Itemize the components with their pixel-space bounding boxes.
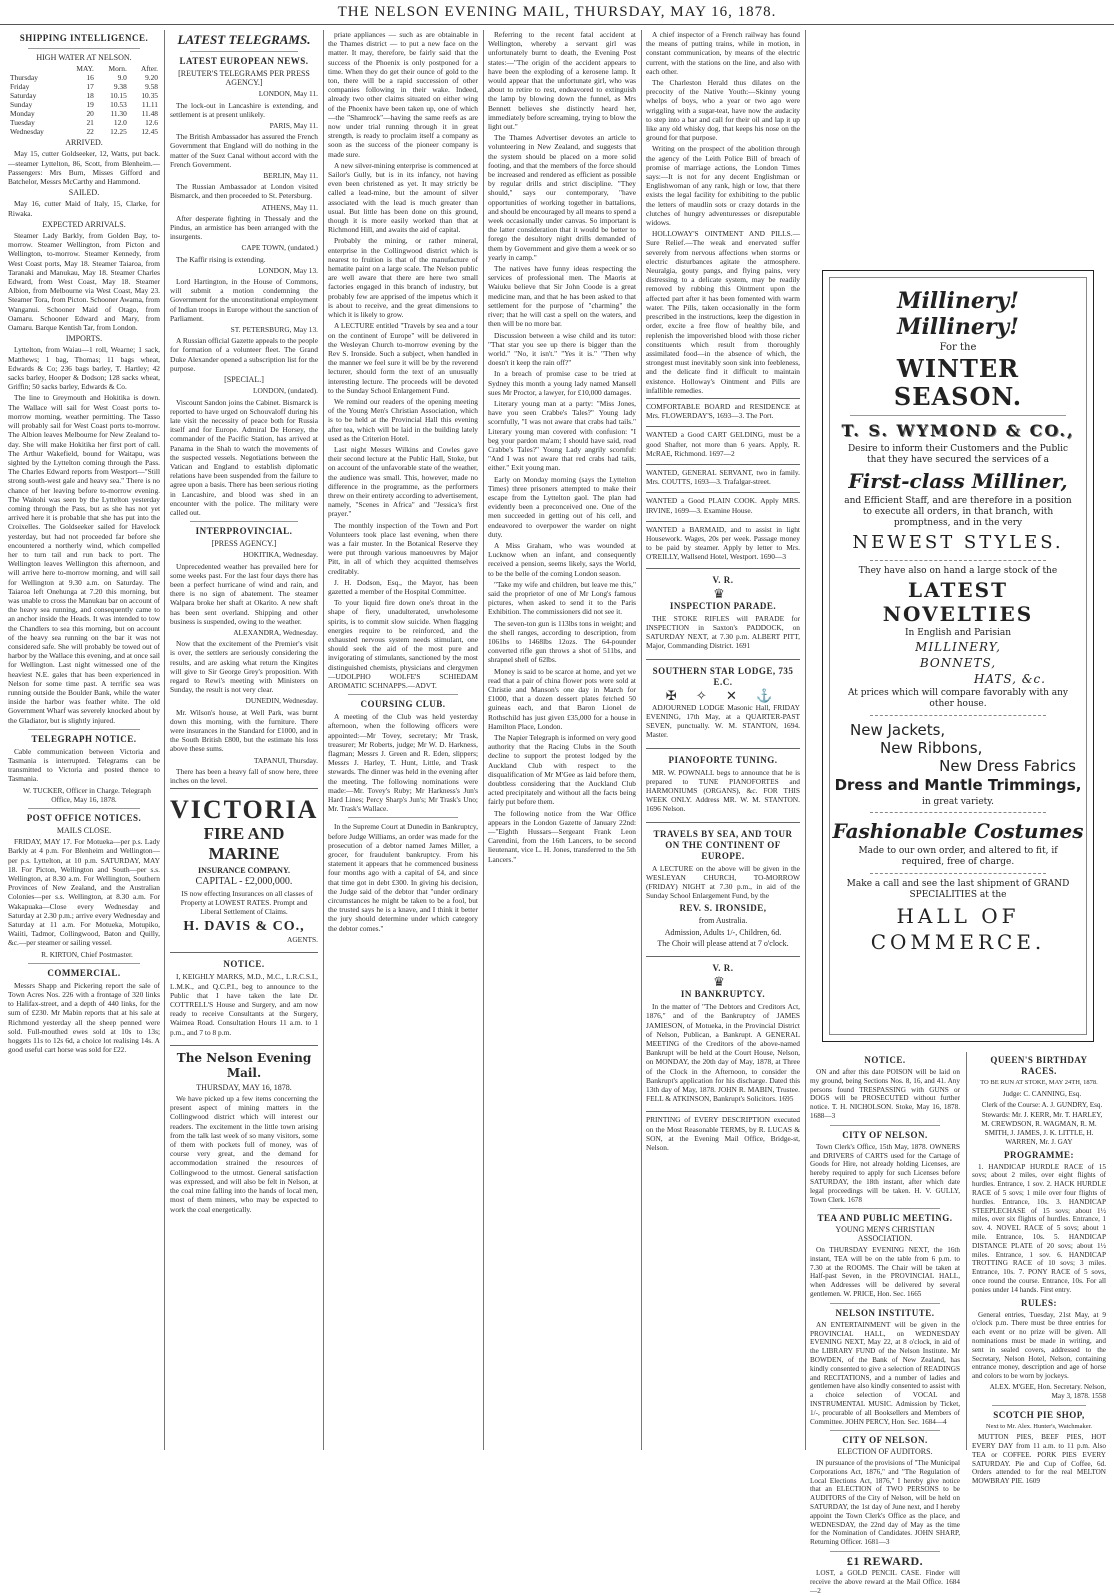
lodge-ad bbox=[646, 659, 800, 745]
european-news-title: LATEST EUROPEAN NEWS. bbox=[179, 56, 309, 66]
races-judge: Judge: C. CANNING, Esq. bbox=[1002, 1089, 1082, 1098]
paper-date: THURSDAY, MAY 16, 1878. bbox=[196, 1082, 292, 1092]
divider bbox=[830, 1208, 940, 1209]
classified-ad: COMFORTABLE BOARD and RESIDENCE at Mrs. FLOWERDAY'S, 1693—3. The Port. bbox=[646, 398, 800, 423]
travels-from: from Australia. bbox=[698, 916, 748, 926]
article-paragraph: The following notice from the War Office appears in the London Gazette of January 22nd:—"Eighth Hussars—Sergeant Frank Leon Carendini, from the 16th Lancers, to be second lieutenant, vice L. H. Jones, transferred to the 5th Lancers." bbox=[488, 808, 636, 864]
tea-subheading: YOUNG MEN'S CHRISTIAN ASSOCIATION. bbox=[835, 1225, 935, 1244]
piano-text: MR. W. POWNALL begs to announce that he is prepared to TUNE PIANOFORTES and HARMONIUMS (ORGANS), &c. FOR THIS WEEK ONLY. Address MR. W. M. STANTON. 1696 Nelson. bbox=[646, 767, 800, 814]
victoria-insurance-ad bbox=[170, 788, 318, 949]
rules-text: General entries, Tuesday, 21st May, at 9 o'clock p.m. There must be three entries for each event or no prize will be given. All nominations must be made in writing, and sent in sealed covers, addressed to the Secretary, Nelson Hotel, Nelson, containing entrance money, description and age of horse and colors to be worn by jockeys. bbox=[972, 1310, 1106, 1381]
classified-ad: WANTED, GENERAL SERVANT, two in family. Mrs. COUTTS, 1693—3. Trafalgar-street. bbox=[646, 464, 800, 489]
article-paragraph: The Napier Telegraph is informed on very good authority that the Racing Clubs in the South decline to support the protest lodged by the Auckland Club with respect to the disqualification of Mr M'Gee as laid before them, doubtless considering that the Auckland Club acted precipitately and without all the facts being fairly put before them. bbox=[488, 733, 636, 807]
article-paragraph: Referring to the recent fatal accident at Wellington, whereby a servant girl was unfortunately burnt to death, the Evening Post states:—"The origin of the accident appears to have been the exploding of a kerosene lamp. It would appear that the unfortunate girl, who was about to retire to rest, endeavored to extinguish the lamp by blowing down the funnel, as Mrs Bennett believes she distinctly heard her, immediately before screaming, trying to blow the light out." bbox=[488, 30, 636, 132]
lodge-text: ADJOURNED LODGE Masonic Hall, FRIDAY EVENING, 17th May, at a QUARTER-PAST SEVEN, punctually. W. M. STANTON, 1694. Master. bbox=[646, 702, 800, 740]
printing-ad: PRINTING of EVERY DESCRIPTION executed on the Most Reasonable TERMS, by R. LUCAS & SON, at the Evening Mail Office, Bridge-st, Nelson. bbox=[646, 1111, 800, 1155]
arrived-text: May 15, cutter Goldseeker, 12, Watts, put back. —steamer Lyttelton, 86, Scott, from Blenheim.—Passengers: Mrs Burn, Misses Gifford and Batchelor, Messrs McCarthy and Hammond. bbox=[8, 149, 160, 187]
vr-mark: V. R. bbox=[712, 963, 734, 974]
table-row: Sunday 19 10.53 11.11 bbox=[10, 100, 158, 110]
telegraph-text: Cable communication between Victoria and Tasmania is interrupted. Telegrams can be transmitted to Victoria and posted thence to Tasmania. bbox=[8, 746, 160, 784]
column-rule bbox=[805, 30, 806, 1450]
masonic-emblems-icon: ✠ ✧ ✕ ⚓ bbox=[665, 687, 781, 703]
post-signature: R. KIRTON, Chief Postmaster. bbox=[41, 949, 133, 959]
ad-text: IS now effecting Insurances on all classes of Property at LOWEST RATES. Prompt and Liberal Settlement of Claims. bbox=[180, 888, 313, 917]
interprovincial-title: INTERPROVINCIAL. bbox=[195, 526, 293, 537]
vr-mark: V. R. bbox=[712, 574, 734, 585]
shipping-title: SHIPPING INTELLIGENCE. bbox=[19, 33, 149, 43]
divider bbox=[830, 1303, 940, 1304]
divider bbox=[28, 808, 140, 809]
telegraph-title: TELEGRAPH NOTICE. bbox=[31, 733, 137, 744]
divider bbox=[830, 1430, 940, 1431]
imports-heading: IMPORTS. bbox=[65, 334, 103, 344]
court-report: In the Supreme Court at Dunedin in Bankruptcy, before Judge Williams, an order was made for the prosecution of a debtor named James Miller, a grocer, for fraudulent bankruptcy. From his statement it appears that he commenced business four months ago with a capital of £4, and since that time got in debt £300. In giving his decision, the Judge said of the debtor that "under ordinary circumstances he might be taken to be a fool, but the trusted says he is a knave, and I think it better the jury should determine under which category the debtor comes." bbox=[328, 822, 478, 933]
institute-text: AN ENTERTAINMENT will be given in the PROVINCIAL HALL, on WEDNESDAY EVENING NEXT, May 22, at 8 o'clock, in aid of the LIBRARY FUND of the Nelson Institute. Mr BOWDEN, of the Bank of New Zealand, has kindly consented to give a selection of READINGS and RECITATIONS, and a number of ladies and gentlemen have also kindly consented to assist with a choice selection of VOCAL and INSTRUMENTAL MUSIC. Admission by Ticket, 1/-, procurable of all Booksellers and Members of Committee. JOHN PERCY, Hon. Sec. 1684—4 bbox=[810, 1320, 960, 1426]
dateline: LONDON, May 11. bbox=[258, 89, 318, 99]
dateline: ALEXANDRA, Wednesday. bbox=[233, 627, 318, 637]
article-paragraph: A LECTURE entitled "Travels by sea and a tour on the continent of Europe" will be delivered in the Wesleyan Church to-morrow evening by the Rev S. Ironside. Such a subject, when handled in the manner we feel sure it will be by the reverend lecturer, should form the text of an unusually interesting lecture. The proceeds will be devoted to the Sunday School Enlargement Fund. bbox=[328, 321, 478, 395]
commercial-title: COMMERCIAL. bbox=[47, 967, 121, 978]
table-row: Thursday 16 9.0 9.20 bbox=[10, 73, 158, 83]
column-6-left bbox=[810, 1052, 960, 1595]
column-6-right bbox=[972, 1052, 1106, 1486]
coursing-club-title: COURSING CLUB. bbox=[360, 699, 446, 710]
bonnets-word: BONNETS, bbox=[919, 656, 997, 670]
dress-trimmings: Dress and Mantle Trimmings, bbox=[834, 776, 1082, 794]
divider bbox=[830, 1125, 940, 1126]
column-rule bbox=[323, 30, 324, 1450]
tea-text: On THURSDAY EVENING NEXT, the 16th instant, TEA will be on the table from 6 p.m. to 7.30 at the ROOMS. The Chair will be taken at Half-past Seven, in the PROVINCIAL HALL, when Addresses will be delivered by several gentlemen. W. PRICE, Hon. Sec. 1665 bbox=[810, 1245, 960, 1298]
expected-heading: EXPECTED ARRIVALS. bbox=[42, 219, 126, 229]
news-paragraph: After desperate fighting in Thessaly and the Pindus, an armistice has been arranged with the insurgents. bbox=[170, 213, 318, 242]
article-paragraph: To your liquid fire down one's throat in the shape of fiery, unadulterated, unwholesome spirits, is to commit slow suicide. When flagging energies require to be reinforced, and the exhausted nervous system needs stimulant, one should seek the aid of the most pure and invigorating of stimulants, sanctioned by the most distinguished chemists, physicians and clergymen—UDOLPHO WOLFE'S SCHIEDAM AROMATIC SCHNAPPS.—ADVT. bbox=[328, 598, 478, 691]
english-parisian: In English and Parisian bbox=[904, 628, 1011, 638]
mails-text: FRIDAY, MAY 17. For Motueka—per p.s. Lady Barkly at 4 p.m. For Blenheim and Wellington—per p.s. Lyttelton, at 10 p.m. SATURDAY, MAY 18. For Picton, Wellington and South—per s.s. Wellington, at 8.30 a.m. For Wellington, Southern Provinces of New Zealand, and the Australian Colonies—per s.s. Wellington, at 8.30 a.m. For Wakapuaka—Close every Wednesday and Saturday at 2.30 p.m.; arrive every Wednesday and Saturday at 11 a.m. For Motueka, Motupiko, Waiiti, Tadmor, Collingwood, Baton and Quilly, &c.—per steamer or sailing vessel. bbox=[8, 837, 160, 948]
article-paragraph: Probably the mining, or rather mineral, enterprise in the Collingwood district which is nearest to fruition is that of the manufacture of hematite paint on a large scale. The Nelson public are well aware that there are here two small factories engaged in this branch of industry, but probably few are apprised of the impetus which it is about to receive, and the great dimensions to which it is likely to grow. bbox=[328, 236, 478, 320]
dateline: CAPE TOWN, (undated.) bbox=[241, 243, 318, 253]
millinery-heading: Millinery! bbox=[897, 314, 1019, 340]
article-paragraph: Early on Monday morning (says the Lyttelton Times) three prisoners attempted to make their escape from the Lyttelton gaol. The plan had evidently been a preconceived one. One of the men succeeded in getting out of his cell, and endeavored to overpower the warder on night duty. bbox=[488, 474, 636, 539]
ad-title: VICTORIA bbox=[170, 795, 319, 825]
divider bbox=[190, 521, 298, 522]
latest-novelties: LATEST NOVELTIES bbox=[882, 578, 1034, 626]
reward-text: LOST, a GOLD PENCIL CASE. Finder will receive the above reward at the Mail Office. 1684—2 bbox=[810, 1569, 960, 1595]
divider bbox=[28, 963, 140, 964]
fashionable-costumes: Fashionable Costumes bbox=[832, 819, 1084, 843]
crown-icon: ♛ bbox=[713, 974, 733, 990]
classified-ad: WANTED a Good PLAIN COOK. Apply MRS. IRVINE, 1699—3. Examine House. bbox=[646, 492, 800, 517]
article-paragraph: priate appliances — such as are obtainable in the Thames district — to put a new face on the matter. It may, therefore, be fairly said that the success of the Phoenix is only postponed for a time. When they do get their ounce of gold to the ton, there will be a rapid succession of other companies following in their wake. Indeed, already two other claims situated on either wing of the Phoenix have been taken up, one of which—the "Shamrock"—having the same reefs as are now under trial running through it in great strength, is ready to proclaim itself a company as soon as the success of the pioneer company is made sure. bbox=[328, 30, 478, 159]
races-heading: QUEEN'S BIRTHDAY RACES. bbox=[990, 1055, 1088, 1076]
piano-title: PIANOFORTE TUNING. bbox=[668, 754, 778, 765]
new-jackets: New Jackets, bbox=[850, 721, 946, 739]
dateline: BERLIN, May 11. bbox=[263, 171, 318, 181]
travels-title: TRAVELS BY SEA, AND TOUR ON THE CONTINENT OF EUROPE. bbox=[653, 828, 793, 861]
dateline: LONDON, May 13. bbox=[258, 265, 318, 275]
city-heading: CITY OF NELSON. bbox=[842, 1129, 928, 1140]
divider bbox=[348, 817, 458, 818]
first-class-milliner: First-class Milliner, bbox=[848, 469, 1068, 493]
call-line: Make a call and see the last shipment of GRAND SPECIALITIES at the bbox=[846, 879, 1070, 900]
variety-line: in great variety. bbox=[921, 797, 995, 807]
dateline: TAPANUI, Thursday. bbox=[253, 755, 318, 765]
editorial-text: We have picked up a few items concerning the present aspect of mining matters in the Collingwood district which will interest our readers. The excitement in the little town arising from the talk last week of so many visitors, some of them with pockets full of money, was of course very great, and the demand for accommodation strained the resources of Collingwood to the utmost. General satisfaction was expressed, and will also be felt in Nelson, at the coal mine falling into the hands of local men, most of them miners, who may be expected to work the coal energetically. bbox=[170, 1094, 318, 1214]
article-paragraph: Discussion between a wise child and its tutor: "That star you see up there is bigger than the world." "No, it isn't." "Yes it is." "Then why doesn't it keep the rain off?" bbox=[488, 330, 636, 368]
bankruptcy-title: IN BANKRUPTCY. bbox=[680, 989, 766, 1000]
column-rule bbox=[641, 30, 642, 1450]
paper-title: The Nelson Evening Mail. bbox=[176, 1050, 312, 1080]
news-paragraph: Lord Hartington, in the House of Commons, will submit a motion condemning the Government for the unconstitutional employment of Indian troops in Europe without the sanction of Parliament. bbox=[170, 277, 318, 323]
telegraph-signature: W. TUCKER, Officer in Charge. Telegraph Office, May 16, 1878. bbox=[23, 785, 151, 804]
tea-heading: TEA AND PUBLIC MEETING. bbox=[817, 1213, 953, 1224]
millinery-word: MILLINERY, bbox=[915, 640, 1001, 654]
millinery-efficient: and Efficient Staff, and are therefore in a position to execute all orders, in that branch, with promptness, and in the very bbox=[844, 496, 1072, 528]
inspection-title: INSPECTION PARADE. bbox=[669, 600, 777, 611]
news-paragraph: There has been a heavy fall of snow here, three inches on the level. bbox=[170, 766, 318, 786]
prices-line: At prices which will compare favorably with any other house. bbox=[847, 688, 1069, 709]
classified-ad: WANTED a BARMAID, and to assist in light Housework. Wages, 20s per week. Passage money to be paid by steamer. Apply by letter to Mrs. O'REILLY, Wallsend Hotel, Westport. 1690—3 bbox=[646, 521, 800, 565]
column-rule bbox=[966, 1052, 967, 1450]
marks-notice-ad bbox=[170, 952, 318, 1041]
divider bbox=[870, 715, 1046, 716]
article-paragraph: The Charleston Herald thus dilates on the precocity of the Native Youth:—Skinny young whelps of boys, who a year or two ago were wriggling with a sugar-teat, have now the audacity to step into a bar and call for their oil and lap it up like any old whisky dog, that keeps his nose on the ground for that purpose. bbox=[646, 78, 800, 143]
article-paragraph: The monthly inspection of the Town and Port Volunteers took place last evening, when there was a fair muster. In the Botanical Reserve they were put through various manoeuvres by Major Pitt, in all of which they acquitted themselves creditably. bbox=[328, 520, 478, 576]
article-paragraph: Literary young man at a party: "Miss Jones, have you seen Crabbe's Tales?" Young lady scornfully, "I was not aware that crabs had tails." Literary young man covered with confusion: "I beg your pardon ma'am; I should have said, read Crabbe's Tales?" Young Lady angrily scornful: "And I was not aware that red crabs had tails, either." Exit young man. bbox=[488, 398, 636, 473]
news-paragraph: The Kaffir rising is extending. bbox=[176, 254, 266, 264]
pie-shop-subheading: Next to Mr. Alex. Hunter's, Watchmaker. bbox=[985, 1422, 1093, 1430]
travels-ad bbox=[646, 822, 800, 953]
imports-text: Lyttelton, from Waiau—1 roll, Wearne; 1 sack, Matthews; 1 bag, Thomas; 11 bags wheat, Edwards & Co; 236 bags barley, T. Hartley; 42 sacks barley, Hooper & Dodson; 128 sacks wheat, Griffin; 50 sacks barley, Edwards & Co. bbox=[8, 345, 160, 392]
dateline: DUNEDIN, Wednesday. bbox=[245, 696, 318, 706]
post-title: POST OFFICE NOTICES. bbox=[26, 813, 142, 824]
table-row: Tuesday 21 12.0 12.6 bbox=[10, 118, 158, 128]
article-paragraph: Money is said to be scarce at home, and yet we read that a pair of china flower pots were sold at Christie and Manson's one day in March for £1000, that a dozen dessert plates fetched 50 guineas each, and that Baron Lionel de Rothschild has just given £35,000 for a house in Hamilton Place, London. bbox=[488, 666, 636, 731]
new-fabrics: New Dress Fabrics bbox=[939, 757, 1076, 775]
inspection-ad bbox=[646, 568, 800, 656]
news-paragraph: Viscount Sandon joins the Cabinet. Bismarck is reported to have urged on Schouvaloff during his late visit the necessity of peace both for Russia itself and for Europe. Admiral De Horsey, the commander of the Pacific Station, has arrived at Panama in the Shah to watch the movements of the suspected vessels. Negotiations between the Vatican and England to establish diplomatic relations have been suspended from the failure to agree upon a basis. There has been serious rioting in Lancashire, and blood was shed in an encounter with the police. The military were called out. bbox=[170, 397, 318, 517]
table-row: Friday 17 9.38 9.58 bbox=[10, 82, 158, 92]
stock-line: They have also on hand a large stock of the bbox=[858, 566, 1058, 576]
divider bbox=[870, 812, 1046, 813]
classified-ad: WANTED a Good CART GELDING, must be a good Shafter, not more than 6 years. Apply, R. McRAE, Richmond. 1697—2 bbox=[646, 426, 800, 461]
table-row: Wednesday 22 12.25 12.45 bbox=[10, 127, 158, 137]
article-paragraph: The Thames Advertiser devotes an article to volunteering in New Zealand, and suggests that the system should be placed on a more solid footing, and that the members of the force should be increased and rendered as efficient as possible by regular drills and strict discipline. "They should," says our contemporary, "have opportunities of working together in battalions, and should be encouraged by all means to spend a week occasionally under canvas. So important is the latter consideration that it would be better to forego the desultory night drills demanded of them by Government and give them a week or so yearly in camp." bbox=[488, 133, 636, 262]
masthead bbox=[0, 0, 1114, 25]
article-paragraph: A new silver-mining enterprise is commenced at Sailor's Gully, but is in its infancy, not having even been christened as yet. It may strictly be called a lead-mine, but the amount of silver associated with the lead is much greater than usual. But little has been done on this ground, though it is more easily worked than that at Richmond Hill, and awaits the aid of capital. bbox=[328, 160, 478, 235]
tide-title: HIGH WATER AT NELSON. bbox=[36, 53, 132, 62]
divider bbox=[28, 729, 140, 730]
piano-ad bbox=[646, 748, 800, 819]
audit-subheading: ELECTION OF AUDITORS. bbox=[837, 1447, 933, 1457]
sailed-heading: SAILED. bbox=[68, 188, 100, 198]
lodge-title: SOUTHERN STAR LODGE, 735 E.C. bbox=[652, 665, 794, 687]
article-paragraph: A chief inspector of a French railway has found the means of putting trains, while in motion, in constant communication, by means of the electric current, with the stations on the line, and also with each other. bbox=[646, 30, 800, 76]
travels-admission: Admission, Adults 1/-, Children, 6d. bbox=[664, 927, 782, 937]
column-2 bbox=[170, 30, 318, 1450]
notice-text: ON and after this date POISON will be laid on my ground, being Sections Nos. 8, 16, and 41. Any persons found TRESPASSING with GUNS or DOGS will be PROSECUTED without further notice. T. H. NICHOLSON. Stoke, May 16, 1878. 1688—3 bbox=[810, 1068, 960, 1120]
divider bbox=[850, 415, 1066, 416]
travels-choir: The Choir will please attend at 7 o'clock. bbox=[657, 938, 789, 948]
special-line: [SPECIAL.] bbox=[224, 375, 264, 385]
column-3 bbox=[328, 30, 478, 1450]
article-paragraph: The seven-ton gun is 113lbs tons in weight; and the shell ranges, according to description, from 1061bs to 1468lbs 12ozs. The 64-pounder converted rifle gun throws a shot of 511bs, and shrapnel shell of 62lbs. bbox=[488, 618, 636, 665]
coursing-text: A meeting of the Club was held yesterday afternoon, when the following officers were appointed:—Mr Tovey, secretary; Mr Trask, treasurer; Mr Roberts, judge; Mr W. D. Harkness, flagman; Messrs J. Green and R. Eden, slippers; Messrs J. Harley, T. Hunt, Little, and Trask stewards. The dinner was held in the evening after the meeting. The following nominations were made:—Mr. Tovey's Ruby; Mr Harkness's Jun's Hard Lines; Percy Sharp's Jun's; Mr Trask's Uno; Mr. Trask's Wallace. bbox=[328, 712, 478, 814]
sailed-text: May 16, cutter Maid of Italy, 15, Clarke, for Riwaka. bbox=[8, 199, 160, 218]
millinery-ad-inner bbox=[829, 277, 1087, 1035]
races-subheading: TO BE RUN AT STOKE, MAY 24TH, 1878. bbox=[980, 1079, 1098, 1086]
dateline: PARIS, May 11. bbox=[269, 121, 318, 131]
hall-of-commerce: HALL OF COMMERCE. bbox=[870, 904, 1046, 954]
divider bbox=[870, 873, 1046, 874]
dateline: LONDON, (undated). bbox=[252, 386, 318, 396]
table-row: Monday 20 11.30 11.48 bbox=[10, 109, 158, 119]
ad-subtitle: INSURANCE COMPANY. bbox=[197, 866, 290, 876]
audit-heading: CITY OF NELSON. bbox=[842, 1435, 928, 1446]
races-stewards: Stewards: Mr. J. KERR, Mr. T. HARLEY, M. CREWDSON, R. WAGMAN, R. M. SMITH, J. JAMES, J. K. LITTLE, H. WARREN, Mr. J. GAY bbox=[981, 1111, 1103, 1146]
mails-heading: MAILS CLOSE. bbox=[56, 826, 112, 836]
commercial-text: Messrs Shapp and Pickering report the sale of Town Acres Nos. 226 with a frontage of 320 links to Halifax-street, and a depth of 440 links, for the sum of £230. Mr Mabin reports that at his sale at Richmond yesterday all the sheep penned were sold. Full-mouthed ewes sold at 10s to 13s; hoggets 11s to 12s 6d, a choice lot realising 14s. A good useful cart horse was sold for £22. bbox=[8, 980, 160, 1055]
arrived-heading: ARRIVED. bbox=[65, 138, 103, 148]
bankruptcy-text: In the matter of "The Debtors and Creditors Act, 1876," and of the Bankruptcy of JAMES JAMIESON, of Motueka, in the Provincial District of Nelson, Publican, a Bankrupt. A GENERAL MEETING of the Creditors of the above-named Bankrupt will be held at the Court House, Nelson, on MONDAY, the 20th day of May, 1878, at Three of the Clock in the Afternoon, to consider the Bankrupt's application for his discharge. Dated this 13th day of May, 1878. JOHN R. MABIN, Trustee. FELL & ATKINSON, Bankrupt's Solicitors. 1695 bbox=[646, 1002, 800, 1104]
pie-shop-text: MUTTON PIES, BEEF PIES, HOT EVERY DAY from 11 a.m. to 11 p.m. Also TEA or COFFEE. PORK PIES EVERY SATURDAY. Pie and Cup of Coffee, 6d. Orders attended to for the real MELTON MOWBRAY PIE. 1609 bbox=[972, 1433, 1106, 1486]
column-rule bbox=[483, 30, 484, 1450]
expected-text: Steamer Lady Barkly, from Golden Bay, to-morrow. Steamer Wellington, from Picton and Wellington, to-morrow. Steamer Kennedy, from West Coast ports, May 18. Steamer Taiaroa, from Taranaki and Manukau, May 18. Steamer Charles Edward, from West Coast, May 18. Steamer Albion, from Melbourne via West Coast, May 23. Steamer Tora, from Picton. Schooner Awama, from Wanganui. Schooner Maid of Otago, from Oamaru. Schooner Edward and Mary, from Oamaru. Barque Kentish Tar, from London. bbox=[8, 231, 160, 333]
masthead-title: THE NELSON EVENING MAIL, THURSDAY, MAY 16, 1878. bbox=[337, 4, 777, 20]
editorial bbox=[170, 1045, 318, 1219]
city-text: Town Clerk's Office, 15th May, 1878. OWNERS and DRIVERS of CARTS used for the Cartage of Goods for Hire, not already holding Licenses, are hereby required to apply for such Licenses before SATURDAY, the 18th instant, after which date legal proceedings will be taken. H. V. GULLY, Town Clerk. 1678 bbox=[810, 1142, 960, 1204]
article-paragraph: J. H. Dodson, Esq., the Mayor, has been gazetted a member of the Hospital Committee. bbox=[328, 577, 478, 596]
article-paragraph: A Miss Graham, who was wounded at Lucknow when an infant, and consequently received a pension, seems likely, says the World, to be the belle of the coming London season. bbox=[488, 540, 636, 578]
programme-text: 1. HANDICAP HURDLE RACE of 15 sovs; about 2 miles, over eight flights of hurdles. Entrance, 1 sov. 2. HACK HURDLE RACE of 5 sovs; 1 mile over four flights of hurdles. Entrance, 10s. 3. HANDICAP STEEPLECHASE of 15 sovs; about 1½ miles, over six flights of hurdles. Entrance, 1 sov. 4. NOVEL RACE of 5 sovs; about 1 mile. Entrance, 10s. 5. HANDICAP DISTANCE PLATE of 20 sovs; about 1½ miles. Entrance, 1 sov. 6. HANDICAP TROTTING RACE of 10 sovs; 3 miles. Entrance, 10s. 7. PONY RACE of 5 sovs, once round the course. Entrance, 10s. For all ponies under 14 hands. First entry. bbox=[972, 1162, 1106, 1294]
article-paragraph: "Take my wife and children, but leave me this," said the proprietor of one of Mr Long's famous pictures, when asked to send it to the Paris Exhibition. The commissioners did not see it. bbox=[488, 579, 636, 617]
institute-heading: NELSON INSTITUTE. bbox=[835, 1307, 935, 1318]
divider bbox=[992, 1405, 1086, 1406]
table-row: Saturday 18 10.15 10.35 bbox=[10, 91, 158, 101]
divider bbox=[870, 560, 1046, 561]
shipping-news: The line to Greymouth and Hokitika is down. The Wallace will sail for West Coast ports to-morrow morning, weather permitting. The Tasso will probably sail for West Coast ports to-morrow. The Albion leaves Melbourne for New Zealand to-day. She will make Hokitika her first port of call. The Arthur Wakefield, bound for Waitapu, was sighted by the Lyttelton coming through the Pass. The Charles Edward reports from Westport—"Still strong south-west gale and heavy sea." There is no chance of her leaving before to-morrow evening. The Waitohi was seen by the Lyttelton yesterday coming through the Pass, but as she has not yet arrived here it is probable that she has put into the Croixelles. The Goldseeker sailed for Havelock yesterday, but had not proceeded far before she encountered a northerly wind, which compelled her to turn tail and run back to port. The Wellington leaves Wellington this afternoon, and will arrive here to-morrow morning, and will sail for Wellington at 9.30 a.m. on Saturday. The Taiaroa left Onehunga at 7.20 this morning, but was unable to cross the Manukau bar on account of the heavy sea running, and consequently came to an anchor inside the Heads. It was intended to tow the Chandlers to sea this morning, but on account of the heavy sea running on the bar it was not considered safe. She will probably be towed out of harbor by the Wallace this evening, and at once sail for Wellington. Last night witnessed one of the heaviest N.E. gales that has been experienced in Nelson for some time past. A terrific sea was running outside the Boulder Bank, while the water inside the harbor was feather white. The old Government Wharf was severely knocked about by the Gladiator, but is slightly injured. bbox=[8, 393, 160, 725]
for-the: For the bbox=[939, 342, 977, 353]
latest-telegrams-title: LATEST TELEGRAMS. bbox=[177, 32, 311, 47]
divider bbox=[190, 51, 298, 52]
notice-heading: NOTICE. bbox=[864, 1055, 906, 1065]
news-paragraph: Now that the excitement of the Premier's visit is over, the settlers are seriously considering the results, and are asking what return the Kingites will give to Sir George Grey's proposition. With regard to Rewi's meeting with Ministers on Sunday, the result is not very clear. bbox=[170, 639, 318, 695]
ad-firm: H. DAVIS & CO., bbox=[183, 919, 305, 935]
bankruptcy-ad bbox=[646, 956, 800, 1108]
holloway-ad: HOLLOWAY'S OINTMENT AND PILLS.—Sure Relief.—The weak and enervated suffer severely from nervous affections when storms or electric disturbances agitate the atmosphere. Neuralgia, gouty pangs, and flying pains, very distressing to a delicate system, may be readily removed by rubbing this Ointment upon the affected part after it has been fomented with warm water. The Pills, taken occasionally in the form prescribed in the instructions, keep the digestion in order, excite a free flow of healthy bile, and replenish the impoverished blood with those richer constituents which result from thoroughly assimilated food—in the absence of which, the strongest must inevitably soon sink into feebleness, and the delicate find it difficult to maintain existence. Holloway's Ointment and Pills are infallible remedies. bbox=[646, 229, 800, 395]
article-paragraph: We remind our readers of the opening meeting of the Young Men's Christian Association, which is to be held at the Provincial Hall this evening after tea, which will be laid in the building lately used as the Criterion Hotel. bbox=[328, 396, 478, 443]
news-paragraph: Unprecedented weather has prevailed here for some weeks past. For the last four days there has been a perfect hurricane of wind and rain, and there is no sign of abatement. The steamer Walpara broke her shaft at Okarito. A new shaft has been sent overland. Shipping and other business is suspended, owing to the weather. bbox=[170, 561, 318, 626]
column-4 bbox=[488, 30, 636, 1450]
column-rule bbox=[164, 30, 165, 1450]
news-paragraph: The lock-out in Lancashire is extending, and settlement is at present unlikely. bbox=[170, 100, 318, 119]
programme-heading: PROGRAMME: bbox=[1004, 1149, 1074, 1160]
winter-season: WINTER SEASON. bbox=[893, 354, 1023, 411]
divider bbox=[28, 48, 140, 49]
article-paragraph: In a breach of promise case to be tried at Sydney this month a young lady named Mansell sues Mr Proctor, a lawyer, for £10,000 damages. bbox=[488, 369, 636, 397]
reward-heading: £1 REWARD. bbox=[846, 1554, 924, 1569]
tide-table bbox=[8, 64, 160, 136]
newest-styles: NEWEST STYLES. bbox=[852, 532, 1064, 553]
dateline: HOKITIKA, Wednesday. bbox=[243, 550, 318, 560]
travels-text: A LECTURE on the above will be given in the WESLEYAN CHURCH, TO-MORROW (FRIDAY) NIGHT at 7.30 p.m., in aid of the Sunday School Enlargement Fund, by the bbox=[646, 863, 800, 901]
hats-word: HATS, &c. bbox=[973, 672, 1046, 686]
divider bbox=[830, 1551, 940, 1552]
made-line: Made to our own order, and altered to fit, if required, free of charge. bbox=[858, 846, 1058, 867]
notice-text: I, KEIGHLY MARKS, M.D., M.C., L.R.C.S.I., L.M.K., and Q.C.P.I., beg to announce to the Public that I have taken the late Dr. COTTRELL'S House and Surgery, and am now ready to receive Consultants at the Surgery, Waimea Road. Consultation Hours 11 a.m. to 1 p.m., and 7 to 8 p.m. bbox=[170, 972, 318, 1037]
audit-text: IN pursuance of the provisions of "The Municipal Corporations Act, 1876," and "The Regulation of Local Elections Act, 1876," I hereby give notice that an ELECTION of TWO PERSONS to be AUDITORS of the City of Nelson, will be held on SATURDAY, the 1st day of June next, and I hereby appoint the Town Clerk's Office as the place, and WEDNESDAY, the 22nd day of May as the time for the Nomination of Candidates. JOHN SHARP, Returning Officer. 1681—3 bbox=[810, 1459, 960, 1547]
notice-heading: NOTICE. bbox=[223, 959, 265, 970]
millinery-ad bbox=[822, 270, 1094, 1042]
column-1 bbox=[8, 30, 160, 1450]
dateline: ST. PETERSBURG, May 13. bbox=[230, 325, 318, 335]
divider bbox=[348, 694, 458, 695]
rules-heading: RULES: bbox=[1020, 1297, 1057, 1308]
news-paragraph: Mr. Wilson's house, at Well Park, was burnt down this morning, with the furniture. There were insurances in the Standard for £1000, and in the South British £800, but the estimate his loss above these sums. bbox=[170, 707, 318, 754]
new-ribbons: New Ribbons, bbox=[880, 739, 983, 757]
ad-agents: AGENTS. bbox=[287, 935, 318, 945]
table-header: MAY. Morn. After. bbox=[76, 64, 158, 74]
article-paragraph: Writing on the prospect of the abolition through the agency of the Leith Police Bill of breach of promise of marriage actions, the London Times says:—It is not for any decent Englishman or Englishwoman of any rank, high or low, that there exists the legal facility for exhibiting to the public the letters of maudlin sots or crazy dotards in the clutches of hungry adventuresses or disreputable widows. bbox=[646, 144, 800, 228]
pie-shop-heading: SCOTCH PIE SHOP, bbox=[993, 1409, 1085, 1420]
news-paragraph: The Russian Ambassador at London visited Bismarck, and then proceeded to St. Petersburg. bbox=[170, 182, 318, 201]
column-5 bbox=[646, 30, 800, 1450]
dateline: ATHENS, May 11. bbox=[261, 202, 318, 212]
crown-icon: ♛ bbox=[713, 585, 733, 601]
article-paragraph: The natives have funny ideas respecting the services of professional men. The Maoris at Waiuku believe that Sir John Coode is a great medicine man, and that he has been asked to that settlement for the purpose of "charming" the river; that he will cast a spell on the waters, and then will be no more bar. bbox=[488, 264, 636, 329]
news-paragraph: A Russian official Gazette appeals to the people for formation of a volunteer fleet. The Grand Duke Alexander opened a subscription list for the purpose. bbox=[170, 336, 318, 373]
ad-capital: CAPITAL - £2,000,000. bbox=[195, 876, 293, 888]
inspection-text: THE STOKE RIFLES will PARADE for INSPECTION in Saxton's PADDOCK, on SATURDAY NEXT, at 7.30 p.m. ALBERT PITT, Major, Commanding District. 1691 bbox=[646, 613, 800, 651]
article-paragraph: Last night Messrs Wilkins and Cowles gave their second lecture at the Public Hall, Stoke, but on account of the unfavorable state of the weather, the audience was small. This, however, made no difference in the programme, as the performers threw on their entirety according to advertisement, namely, "Scenes in Africa" and "Jessica's first prayer." bbox=[328, 444, 478, 519]
firm-name: T. S. WYMOND & CO., bbox=[841, 421, 1075, 440]
news-paragraph: The British Ambassador has assured the French Government that England will do nothing in the matter of the Suez Canal without accord with the French Government. bbox=[170, 132, 318, 169]
travels-lecturer: REV. S. IRONSIDE, bbox=[679, 903, 767, 914]
reuter-line: [REUTER'S TELEGRAMS PER PRESS AGENCY.] bbox=[178, 69, 310, 88]
press-agency-line: [PRESS AGENCY.] bbox=[211, 539, 277, 549]
ad-subtitle: FIRE AND MARINE bbox=[203, 824, 285, 864]
millinery-heading: Millinery! bbox=[897, 288, 1019, 314]
races-clerk: Clerk of the Course: A. J. GUNDRY, Esq. bbox=[981, 1100, 1103, 1109]
races-signature: ALEX. M'GEE, Hon. Secretary. Nelson, May 3, 1878. 1558 bbox=[989, 1382, 1106, 1400]
millinery-desire: Desire to inform their Customers and the Public that they have secured the services of a bbox=[847, 444, 1069, 465]
